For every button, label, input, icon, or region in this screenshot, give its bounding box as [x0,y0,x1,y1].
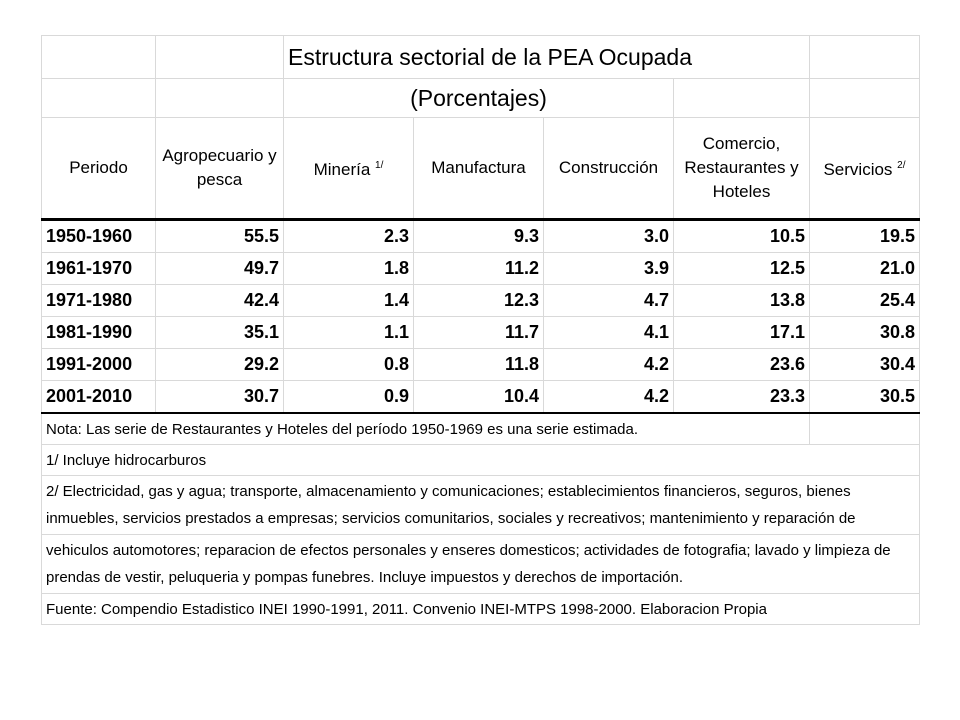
cell-comercio: 23.6 [674,349,810,381]
footnote-2-part-2: vehiculos automotores; reparacion de efectos personales y enseres domesticos; actividades de fotografia; lavado y limpieza de prendas de vestir, peluqueria y pompas funebres. Incluye impuestos y derechos de importación. [42,535,920,594]
source-note: Fuente: Compendio Estadistico INEI 1990-1991, 2011. Convenio INEI-MTPS 1998-2000. Elaboracion Propia [42,594,920,625]
footnote-2-part-1: 2/ Electricidad, gas y agua; transporte, almacenamiento y comunicaciones; establecimientos financieros, seguros, bienes inmuebles, servicios prestados a empresas; servicios comunitarios, sociales y recreativos; mantenimiento y reparación de [42,476,920,535]
note-row [42,413,920,445]
cell-mineria: 0.8 [284,349,414,381]
cell-comercio: 10.5 [674,220,810,253]
cell-comercio: 17.1 [674,317,810,349]
header-comercio: Comercio, Restaurantes y Hoteles [674,118,810,220]
cell-manufactura: 10.4 [414,381,544,414]
cell-agro: 30.7 [156,381,284,414]
note-row [42,476,920,535]
sector-structure-table [41,35,920,625]
note-estimate: Nota: Las serie de Restaurantes y Hoteles del período 1950-1969 es una serie estimada. [42,413,810,445]
table-row [42,285,920,317]
header-manufactura: Manufactura [414,118,544,220]
cell-construccion: 3.9 [544,253,674,285]
footnote-marker: 1/ [375,160,384,171]
subtitle-row [42,79,920,118]
cell-periodo: 1981-1990 [42,317,156,349]
cell-mineria: 0.9 [284,381,414,414]
cell-agro: 49.7 [156,253,284,285]
cell-servicios: 21.0 [810,253,920,285]
cell-mineria: 1.1 [284,317,414,349]
cell-servicios: 25.4 [810,285,920,317]
header-periodo: Periodo [42,118,156,220]
cell-agro: 42.4 [156,285,284,317]
cell-construccion: 4.1 [544,317,674,349]
blank-cell [810,36,920,79]
note-row [42,594,920,625]
cell-comercio: 12.5 [674,253,810,285]
blank-cell [42,36,156,79]
cell-servicios: 19.5 [810,220,920,253]
cell-comercio: 23.3 [674,381,810,414]
note-row [42,535,920,594]
table-title: Estructura sectorial de la PEA Ocupada [284,36,810,79]
cell-mineria: 2.3 [284,220,414,253]
cell-periodo: 1991-2000 [42,349,156,381]
cell-servicios: 30.8 [810,317,920,349]
header-construccion: Construcción [544,118,674,220]
cell-periodo: 1950-1960 [42,220,156,253]
header-servicios-label: Servicios [823,160,893,179]
note-row [42,445,920,476]
cell-manufactura: 11.7 [414,317,544,349]
table-row [42,381,920,414]
cell-agro: 55.5 [156,220,284,253]
table-row [42,253,920,285]
cell-manufactura: 11.2 [414,253,544,285]
cell-construccion: 4.2 [544,349,674,381]
header-mineria [284,118,414,220]
cell-mineria: 1.8 [284,253,414,285]
blank-cell [674,79,810,118]
table-row [42,317,920,349]
blank-cell [42,79,156,118]
blank-cell [810,413,920,445]
cell-comercio: 13.8 [674,285,810,317]
table-row [42,220,920,253]
cell-servicios: 30.5 [810,381,920,414]
cell-servicios: 30.4 [810,349,920,381]
header-agro: Agropecuario y pesca [156,118,284,220]
table-row [42,349,920,381]
footnote-marker: 2/ [897,160,906,171]
title-row [42,36,920,79]
cell-manufactura: 9.3 [414,220,544,253]
cell-mineria: 1.4 [284,285,414,317]
cell-construccion: 4.7 [544,285,674,317]
cell-manufactura: 12.3 [414,285,544,317]
table-subtitle: (Porcentajes) [284,79,674,118]
cell-construccion: 4.2 [544,381,674,414]
header-row [42,118,920,220]
header-servicios [810,118,920,220]
header-mineria-label: Minería [313,160,371,179]
cell-manufactura: 11.8 [414,349,544,381]
blank-cell [156,36,284,79]
footnote-1: 1/ Incluye hidrocarburos [42,445,920,476]
cell-periodo: 1971-1980 [42,285,156,317]
cell-periodo: 2001-2010 [42,381,156,414]
cell-periodo: 1961-1970 [42,253,156,285]
cell-construccion: 3.0 [544,220,674,253]
cell-agro: 29.2 [156,349,284,381]
blank-cell [810,79,920,118]
blank-cell [156,79,284,118]
cell-agro: 35.1 [156,317,284,349]
